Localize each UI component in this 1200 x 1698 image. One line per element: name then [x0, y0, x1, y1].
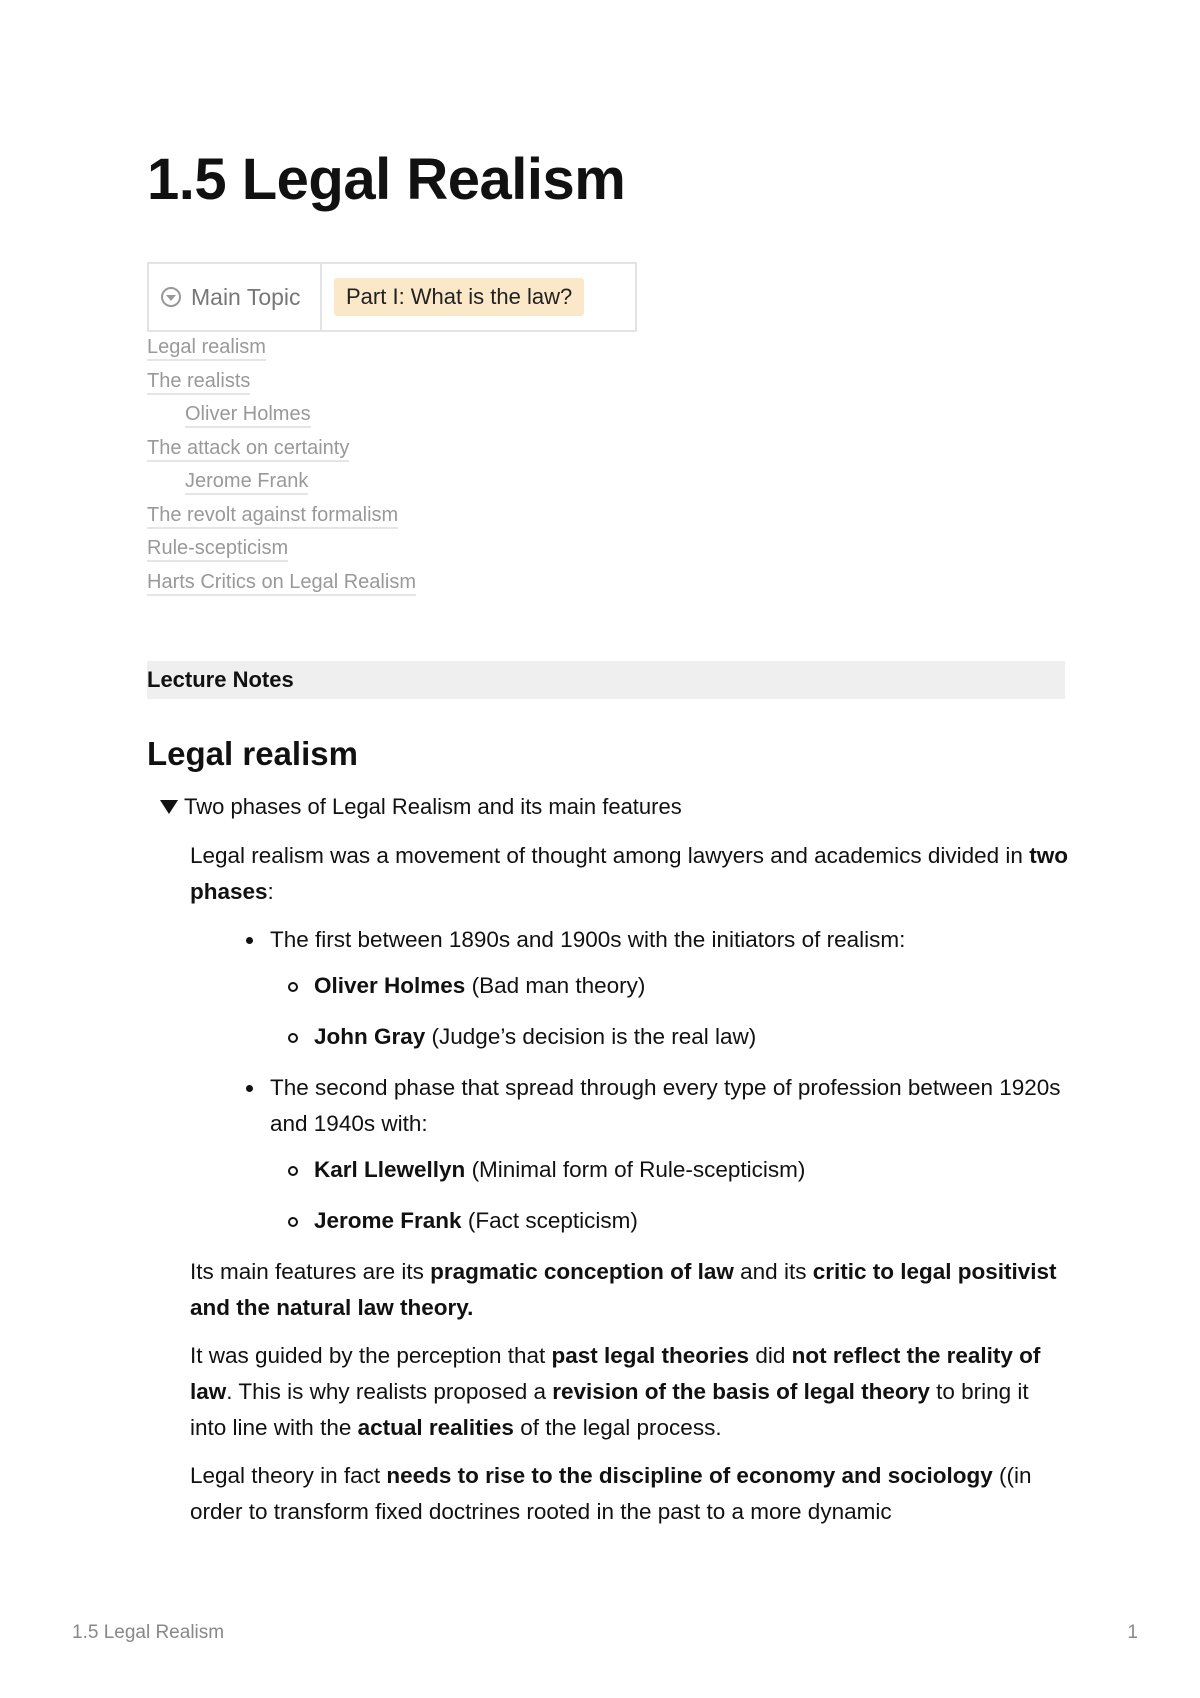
- bold-text: revision of the basis of legal theory: [552, 1379, 930, 1404]
- text-run: Legal realism was a movement of thought among lawyers and academics divided in: [190, 843, 1030, 868]
- toc-link[interactable]: [147, 569, 416, 603]
- bold-text: actual realities: [357, 1415, 514, 1440]
- text-run: did: [749, 1343, 792, 1368]
- people-list: [270, 1152, 1070, 1239]
- text-run: ((in order to transform fixed doctrines rooted in the past to a more dynamic: [190, 1463, 1032, 1524]
- phase-text: The first between 1890s and 1900s with the initiators of realism:: [270, 927, 906, 952]
- intro-paragraph: [190, 838, 1070, 910]
- phase-text: The second phase that spread through every type of profession between 1920s and 1940s with:: [270, 1075, 1061, 1136]
- person-name: John Gray: [314, 1024, 426, 1049]
- body-paragraph: [190, 1458, 1070, 1530]
- page-title: 1.5 Legal Realism: [147, 147, 626, 212]
- section-heading: Legal realism: [147, 735, 358, 772]
- phases-list: [190, 922, 1070, 1239]
- property-value[interactable]: [322, 264, 635, 330]
- toc-link-label: Harts Critics on Legal Realism: [147, 571, 416, 596]
- person-name: Jerome Frank: [314, 1208, 462, 1233]
- lecture-notes-callout: [147, 661, 1065, 699]
- text-run: . This is why realists proposed a: [226, 1379, 553, 1404]
- toggle-block[interactable]: [160, 794, 682, 820]
- person-item: [314, 968, 1070, 1004]
- toggle-triangle-icon[interactable]: [160, 800, 178, 814]
- text-run: It was guided by the perception that: [190, 1343, 552, 1368]
- person-desc: (Minimal form of Rule-scepticism): [465, 1157, 806, 1182]
- page-number: 1: [1127, 1622, 1138, 1643]
- person-name: Oliver Holmes: [314, 973, 466, 998]
- phase-item: [270, 1070, 1070, 1239]
- person-desc: (Judge’s decision is the real law): [425, 1024, 757, 1049]
- person-item: [314, 1203, 1070, 1239]
- toc-link[interactable]: [147, 368, 416, 402]
- callout-text: Lecture Notes: [147, 667, 294, 692]
- toggle-label: Two phases of Legal Realism and its main features: [184, 794, 682, 819]
- toc-link-label: The attack on certainty: [147, 437, 349, 462]
- text-run: to bring it into line with the: [190, 1379, 1029, 1440]
- text-run: Legal theory in fact: [190, 1463, 387, 1488]
- toc-link[interactable]: [147, 401, 416, 435]
- paragraphs: [190, 1254, 1070, 1530]
- toc-link-label: Rule-scepticism: [147, 537, 288, 562]
- person-name: Karl Llewellyn: [314, 1157, 466, 1182]
- person-item: [314, 1019, 1070, 1055]
- table-of-contents: [147, 334, 416, 602]
- people-list: [270, 968, 1070, 1055]
- footer-title: 1.5 Legal Realism: [72, 1622, 225, 1643]
- toc-link-label: Oliver Holmes: [185, 403, 311, 428]
- topic-tag[interactable]: Part I: What is the law?: [334, 278, 584, 316]
- text-run: of the legal process.: [513, 1415, 722, 1440]
- bold-text: not reflect the reality of law: [190, 1343, 1041, 1404]
- toc-link[interactable]: [147, 502, 416, 536]
- bold-text: past legal theories: [551, 1343, 750, 1368]
- toc-link[interactable]: [147, 468, 416, 502]
- property-name-label: Main Topic: [191, 283, 301, 310]
- toc-link-label: The revolt against formalism: [147, 504, 398, 529]
- person-desc: (Bad man theory): [465, 973, 646, 998]
- body-paragraph: [190, 1254, 1070, 1326]
- toc-link-label: Jerome Frank: [185, 470, 308, 495]
- body-paragraph: [190, 1338, 1070, 1446]
- toc-link[interactable]: [147, 334, 416, 368]
- bold-text: two phases: [190, 843, 1068, 904]
- bold-text: critic to legal positivist and the natural law theory.: [190, 1259, 1057, 1320]
- text-run: :: [267, 879, 274, 904]
- bold-text: needs to rise to the discipline of economy and sociology: [386, 1463, 993, 1488]
- property-name: [149, 264, 322, 330]
- person-desc: (Fact scepticism): [461, 1208, 638, 1233]
- person-item: [314, 1152, 1070, 1188]
- toc-link-label: The realists: [147, 370, 250, 395]
- property-row: [147, 262, 637, 332]
- toggle-content: [190, 838, 1070, 1542]
- toc-link-label: Legal realism: [147, 336, 266, 361]
- text-run: Its main features are its: [190, 1259, 431, 1284]
- select-circle-icon: [161, 287, 181, 307]
- bold-text: pragmatic conception of law: [430, 1259, 734, 1284]
- toc-link[interactable]: [147, 435, 416, 469]
- toc-link[interactable]: [147, 535, 416, 569]
- text-run: and its: [733, 1259, 813, 1284]
- phase-item: [270, 922, 1070, 1055]
